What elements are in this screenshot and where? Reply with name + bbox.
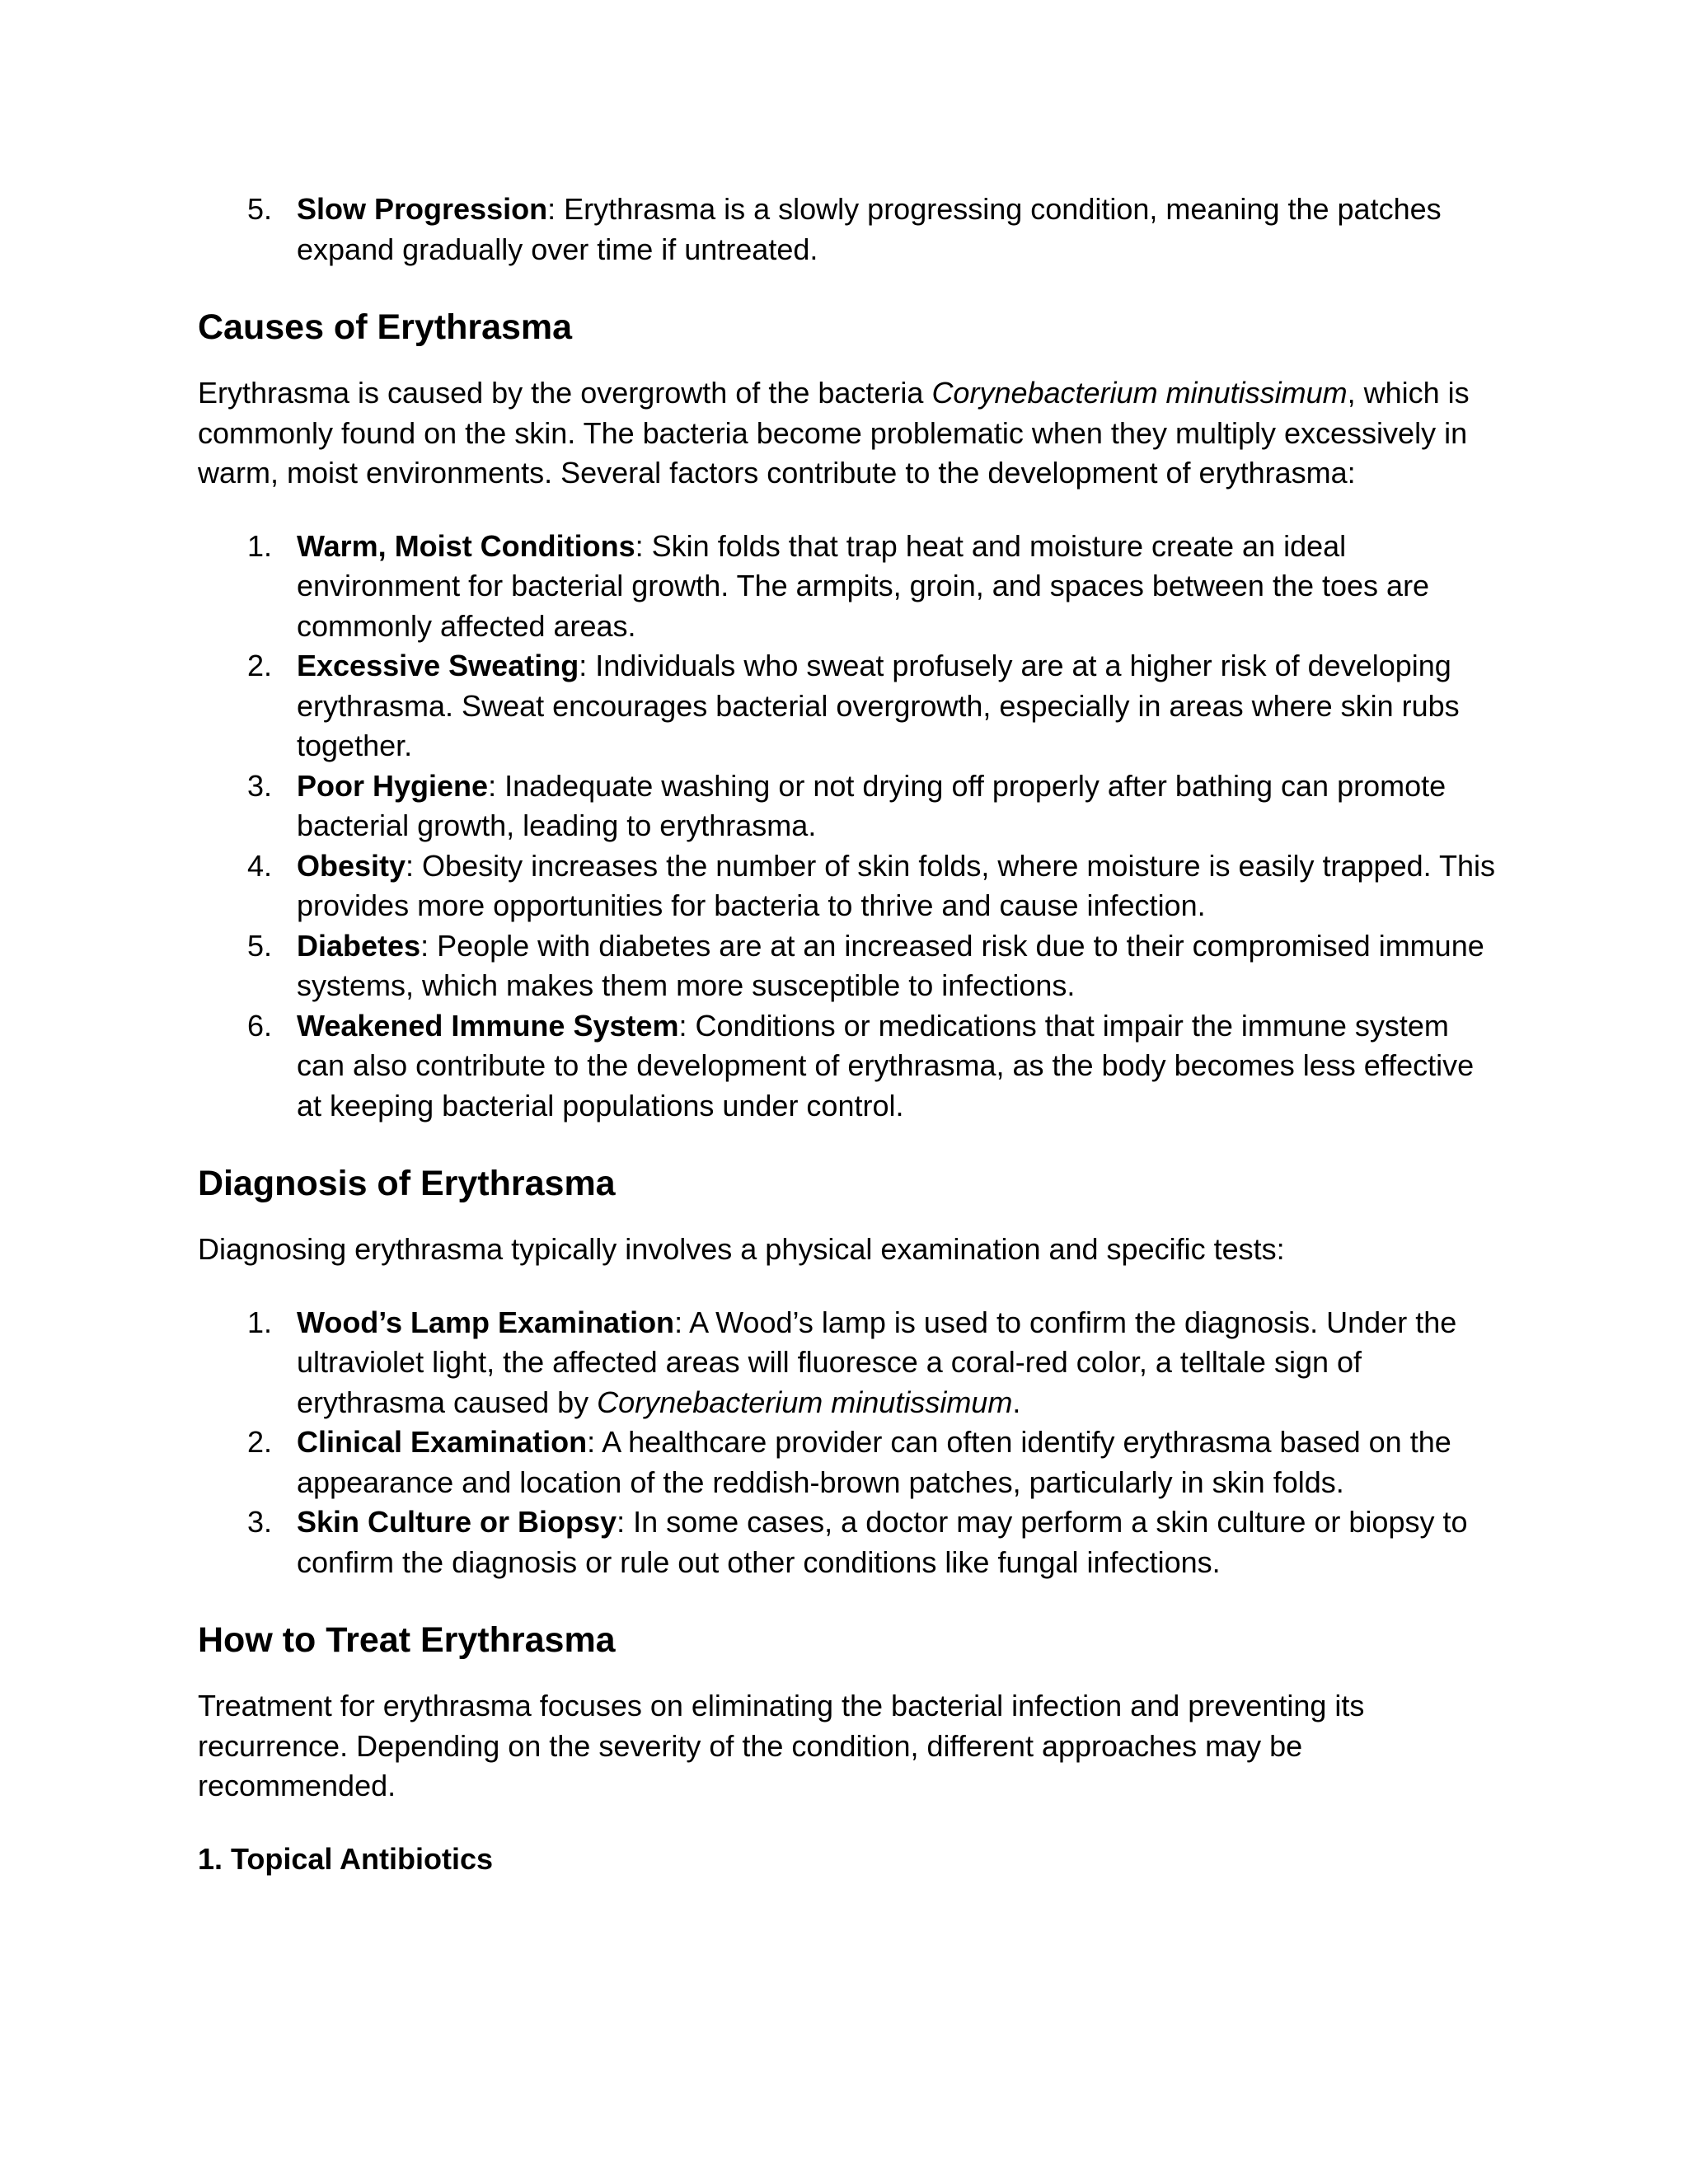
- list-text: : Erythrasma is a slowly progressing condition, meaning the patches expand gradually over time if untreated.: [297, 192, 1442, 266]
- list-number: 5.: [247, 192, 273, 226]
- list-number: 6.: [247, 1008, 273, 1043]
- list-item: [198, 1006, 1500, 1127]
- list-item: [198, 926, 1500, 1006]
- causes-list: [198, 527, 1500, 1127]
- list-text: : Inadequate washing or not drying off properly after bathing can promote bacterial growth, leading to erythrasma.: [297, 768, 1447, 842]
- treatment-heading: How to Treat Erythrasma: [198, 1620, 616, 1660]
- list-text: : Individuals who sweat profusely are at a higher risk of developing erythrasma. Sweat encourages bacterial overgrowth, especially in areas where skin rubs together.: [297, 649, 1460, 762]
- list-term: Obesity: [297, 848, 406, 883]
- causes-heading: Causes of Erythrasma: [198, 307, 573, 347]
- list-item: [198, 1303, 1500, 1423]
- list-item: [198, 1502, 1500, 1582]
- list-number: 3.: [247, 1505, 273, 1539]
- diagnosis-intro: Diagnosing erythrasma typically involves a physical examination and specific tests:: [198, 1232, 1285, 1266]
- list-number: 2.: [247, 649, 273, 682]
- list-item: [198, 190, 1500, 269]
- list-text: : Conditions or medications that impair the immune system can also contribute to the development of erythrasma, as the body becomes less effective at keeping bacterial populations under control.: [297, 1008, 1475, 1122]
- diagnosis-heading: Diagnosis of Erythrasma: [198, 1164, 616, 1203]
- list-term: Weakened Immune System: [297, 1008, 679, 1043]
- causes-intro-italic: Corynebacterium minutissimum: [931, 376, 1348, 410]
- list-item: [198, 766, 1500, 846]
- causes-intro-text: Erythrasma is caused by the overgrowth of the bacteria: [198, 376, 932, 410]
- list-text: : A Wood’s lamp is used to confirm the diagnosis. Under the ultraviolet light, the affected areas will fluoresce a coral-red color, a telltale sign of erythrasma caused by: [297, 1305, 1457, 1419]
- list-number: 4.: [247, 848, 273, 883]
- list-item: [198, 1422, 1500, 1502]
- list-number: 1.: [247, 1305, 273, 1339]
- list-text: : Obesity increases the number of skin folds, where moisture is easily trapped. This provides more opportunities for bacteria to thrive and cause infection.: [297, 848, 1495, 922]
- list-number: 3.: [247, 768, 273, 803]
- list-term: Warm, Moist Conditions: [297, 528, 635, 563]
- list-text: : People with diabetes are at an increased risk due to their compromised immune systems, which makes them more susceptible to infections.: [297, 928, 1484, 1002]
- list-term: Skin Culture or Biopsy: [297, 1505, 617, 1539]
- list-text: : Skin folds that trap heat and moisture create an ideal environment for bacterial growth. The armpits, groin, and spaces between the toes are commonly affected areas.: [297, 528, 1430, 643]
- list-term: Clinical Examination: [297, 1425, 588, 1459]
- list-term: Wood’s Lamp Examination: [297, 1305, 675, 1339]
- causes-intro: [198, 373, 1500, 494]
- list-text-italic: Corynebacterium minutissimum: [597, 1385, 1013, 1419]
- document-content: [198, 190, 1500, 1879]
- list-item: [198, 646, 1500, 766]
- treatment-subheading: 1. Topical Antibiotics: [198, 1841, 494, 1876]
- list-text: : In some cases, a doctor may perform a skin culture or biopsy to confirm the diagnosis or rule out other conditions like fungal infections.: [297, 1505, 1468, 1579]
- diagnosis-list: [198, 1303, 1500, 1583]
- list-term: Excessive Sweating: [297, 649, 579, 682]
- symptoms-list-continued: [198, 190, 1500, 269]
- list-term: Slow Progression: [297, 192, 548, 226]
- list-text-end: .: [1012, 1385, 1021, 1419]
- treatment-intro: Treatment for erythrasma focuses on eliminating the bacterial infection and preventing its recurrence. Depending on the severity of the condition, different approaches may be recommended.: [198, 1689, 1365, 1802]
- list-item: [198, 846, 1500, 926]
- list-number: 2.: [247, 1425, 273, 1459]
- list-number: 5.: [247, 928, 273, 963]
- list-number: 1.: [247, 528, 273, 563]
- list-term: Diabetes: [297, 928, 421, 963]
- causes-intro-text-end: , which is commonly found on the skin. The bacteria become problematic when they multiply excessively in warm, moist environments. Several factors contribute to the development of erythrasma:: [198, 376, 1470, 490]
- list-text: : A healthcare provider can often identify erythrasma based on the appearance and location of the reddish-brown patches, particularly in skin folds.: [297, 1425, 1451, 1499]
- list-item: [198, 527, 1500, 647]
- list-term: Poor Hygiene: [297, 768, 489, 803]
